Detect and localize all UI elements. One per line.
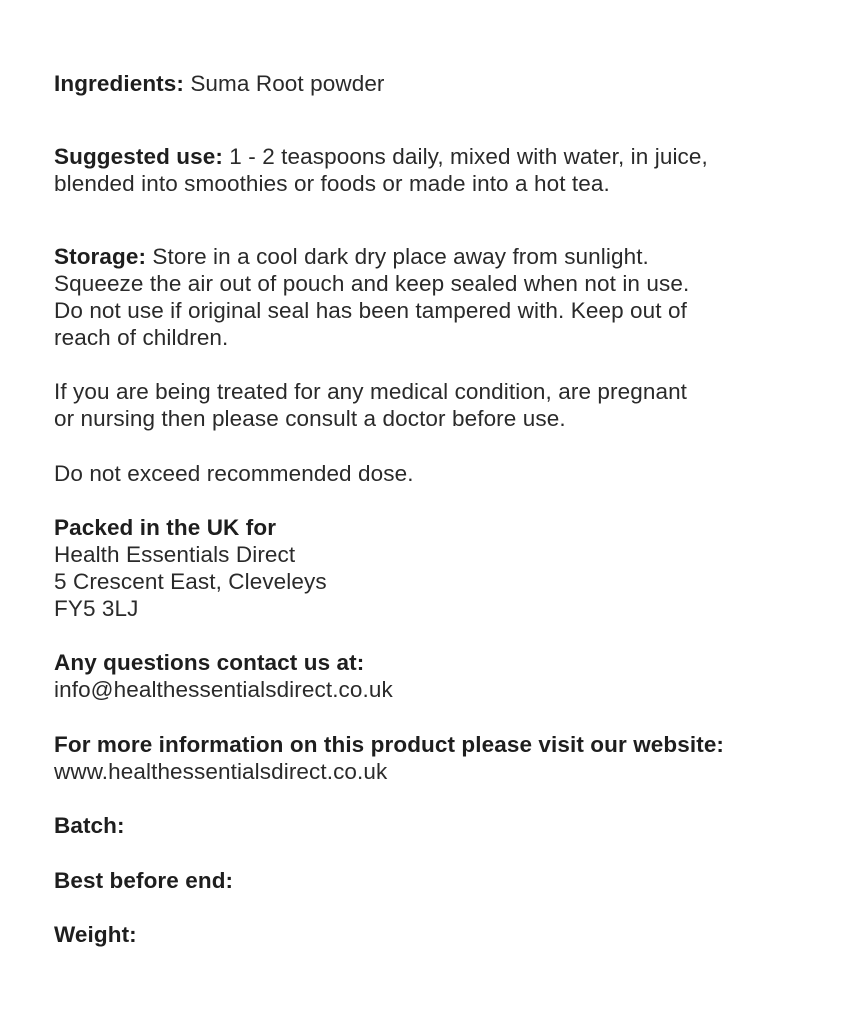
ingredients-label: Ingredients: <box>54 71 184 96</box>
batch-label: Batch: <box>54 813 125 838</box>
ingredients-text: Suma Root powder <box>183 71 385 96</box>
best-before-label: Best before end: <box>54 868 234 893</box>
storage-text-1: Store in a cool dark dry place away from sunlight. <box>146 244 649 269</box>
packed-heading: Packed in the UK for <box>54 515 277 540</box>
contact-email: info@healthessentialsdirect.co.uk <box>54 677 393 702</box>
suggested-use-label: Suggested use: <box>54 144 223 169</box>
contact-heading: Any questions contact us at: <box>54 650 365 675</box>
company-address: 5 Crescent East, Cleveleys <box>54 569 327 594</box>
website-heading: For more information on this product please visit our website: <box>54 732 725 757</box>
weight-label: Weight: <box>54 922 137 947</box>
ingredients-line <box>54 70 385 97</box>
storage-text-2: Squeeze the air out of pouch and keep sealed when not in use. <box>54 271 690 296</box>
storage-text-3: Do not use if original seal has been tampered with. Keep out of <box>54 298 687 323</box>
company-postcode: FY5 3LJ <box>54 596 139 621</box>
suggested-use-line-1 <box>54 143 708 170</box>
website-url: www.healthessentialsdirect.co.uk <box>54 759 388 784</box>
suggested-use-text-1: 1 - 2 teaspoons daily, mixed with water, in juice, <box>222 144 708 169</box>
dose-warning: Do not exceed recommended dose. <box>54 461 414 486</box>
medical-warning-1: If you are being treated for any medical condition, are pregnant <box>54 379 688 404</box>
storage-text-4: reach of children. <box>54 325 229 350</box>
storage-label: Storage: <box>54 244 147 269</box>
suggested-use-text-2: blended into smoothies or foods or made into a hot tea. <box>54 171 610 196</box>
company-name: Health Essentials Direct <box>54 542 296 567</box>
medical-warning-2: or nursing then please consult a doctor before use. <box>54 406 566 431</box>
storage-line-1 <box>54 243 649 270</box>
